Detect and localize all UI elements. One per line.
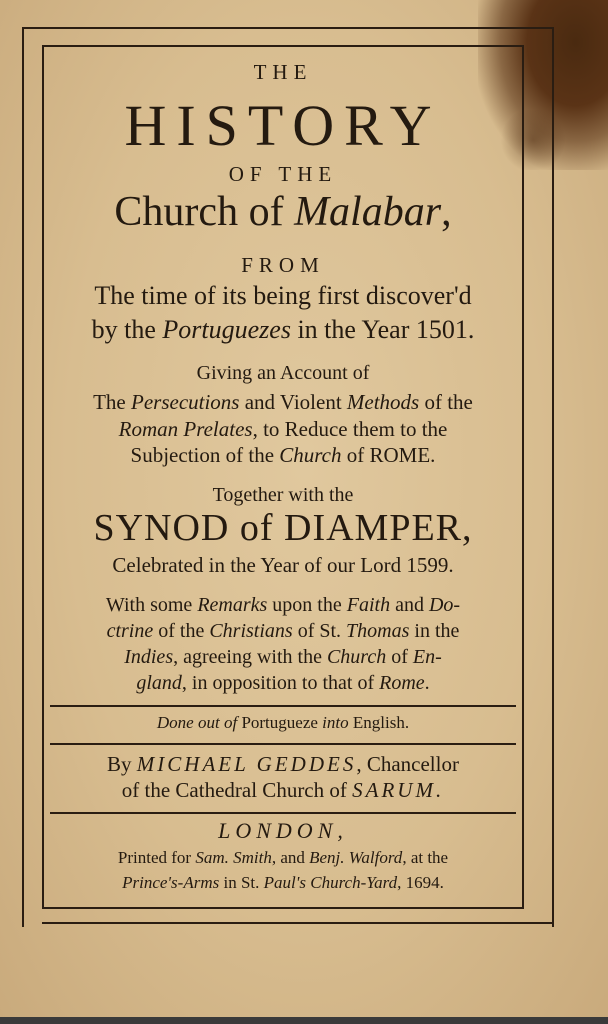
r4-c: Rome: [379, 672, 425, 694]
remarks-line-2: [50, 620, 516, 643]
persecutions-line-3: [50, 443, 516, 468]
r3-b: , agreeing with the: [173, 646, 327, 668]
pr1-d: Benj. Walford: [309, 848, 403, 867]
remarks-line-1: [50, 594, 516, 617]
r4-a: gland: [136, 672, 182, 694]
r3-c: Church: [326, 646, 387, 668]
pr1-e: , at the: [402, 848, 449, 867]
pr2-b: in St.: [219, 873, 264, 892]
r4-b: , in opposition to that of: [181, 672, 380, 694]
p1-e: of the: [419, 390, 473, 414]
r2-b: of the: [153, 620, 210, 642]
p1-a: The: [93, 390, 131, 414]
r1-e: and: [390, 594, 429, 616]
p1-d: Methods: [346, 390, 420, 414]
bottom-rule: [42, 922, 552, 924]
pr1-a: Printed for: [117, 848, 196, 867]
pr1-b: Sam. Smith: [195, 848, 272, 867]
l2-c: in the Year 1501.: [290, 315, 475, 344]
subtitle-line-2: [50, 315, 516, 345]
synod-of-diamper: SYNOD of DIAMPER,: [93, 507, 473, 549]
l2-a: by the: [91, 315, 163, 344]
p1-b: Persecutions: [131, 390, 240, 414]
heading-history: HISTORY: [124, 93, 442, 158]
celebrated-line: Celebrated in the Year of our Lord 1599.: [112, 553, 454, 577]
together-with: Together with the: [212, 484, 354, 506]
persecutions-line-2: [50, 417, 516, 442]
done-a: Done out of: [156, 713, 242, 732]
r1-f: Do-: [428, 594, 461, 616]
remarks-line-4: [50, 672, 516, 695]
p3-c: of ROME.: [341, 443, 436, 467]
imprint-london: LONDON,: [218, 818, 348, 843]
giving-account: Giving an Account of: [196, 362, 370, 384]
rule-2: [50, 743, 516, 745]
by-b: MICHAEL GEDDES: [136, 752, 357, 776]
r1-b: Remarks: [197, 594, 268, 616]
r1-c: upon the: [267, 594, 347, 616]
pr2-d: , 1694.: [397, 873, 444, 892]
r2-c: Christians: [209, 620, 293, 642]
church-comma: ,: [441, 189, 452, 235]
persecutions-line-1: [50, 390, 516, 415]
heading-of-the: OF THE: [228, 162, 338, 186]
heading-the: THE: [253, 60, 313, 84]
l2-b: Portuguezes: [162, 315, 291, 344]
remarks-line-3: [50, 646, 516, 669]
r2-e: Thomas: [346, 620, 410, 642]
r2-a: ctrine: [106, 620, 154, 642]
pr2-c: Paul's Church-Yard: [263, 873, 398, 892]
r4-d: .: [424, 672, 430, 694]
r3-e: En-: [412, 646, 442, 668]
subtitle-line-1: The time of its being first discover'd: [94, 281, 472, 310]
p3-b: Church: [279, 443, 342, 467]
by-c: , Chancellor: [356, 752, 459, 776]
imprint-printed-for: [50, 848, 516, 868]
r3-a: Indies: [124, 646, 174, 668]
translation-note: [50, 713, 516, 733]
p1-c: and Violent: [239, 390, 347, 414]
done-d: English.: [352, 713, 410, 732]
p2-b: , to Reduce them to the: [252, 417, 448, 441]
malabar-text: Malabar: [294, 189, 442, 235]
r1-d: Faith: [346, 594, 391, 616]
p2-a: Roman Prelates: [118, 417, 253, 441]
church-text: Church of: [114, 189, 295, 235]
pr2-a: Prince's-Arms: [122, 873, 220, 892]
r1-a: With some: [105, 594, 198, 616]
done-c: into: [317, 713, 353, 732]
r2-d: of St.: [292, 620, 347, 642]
p3-a: Subjection of the: [130, 443, 280, 467]
r3-d: of: [386, 646, 413, 668]
rule-1: [50, 705, 516, 707]
cathedral-line: [50, 778, 516, 803]
heading-from: FROM: [241, 253, 325, 277]
bottom-edge: [0, 1017, 608, 1024]
cath-b: SARUM.: [352, 778, 445, 802]
cath-a: of the Cathedral Church of: [121, 778, 353, 802]
r2-f: in the: [409, 620, 460, 642]
pr1-c: , and: [271, 848, 310, 867]
done-b: Portugueze: [241, 713, 318, 732]
imprint-address: [50, 873, 516, 893]
heading-church-of-malabar: [50, 188, 516, 236]
author-line: [50, 752, 516, 777]
rule-3: [50, 812, 516, 814]
by-a: By: [107, 752, 137, 776]
